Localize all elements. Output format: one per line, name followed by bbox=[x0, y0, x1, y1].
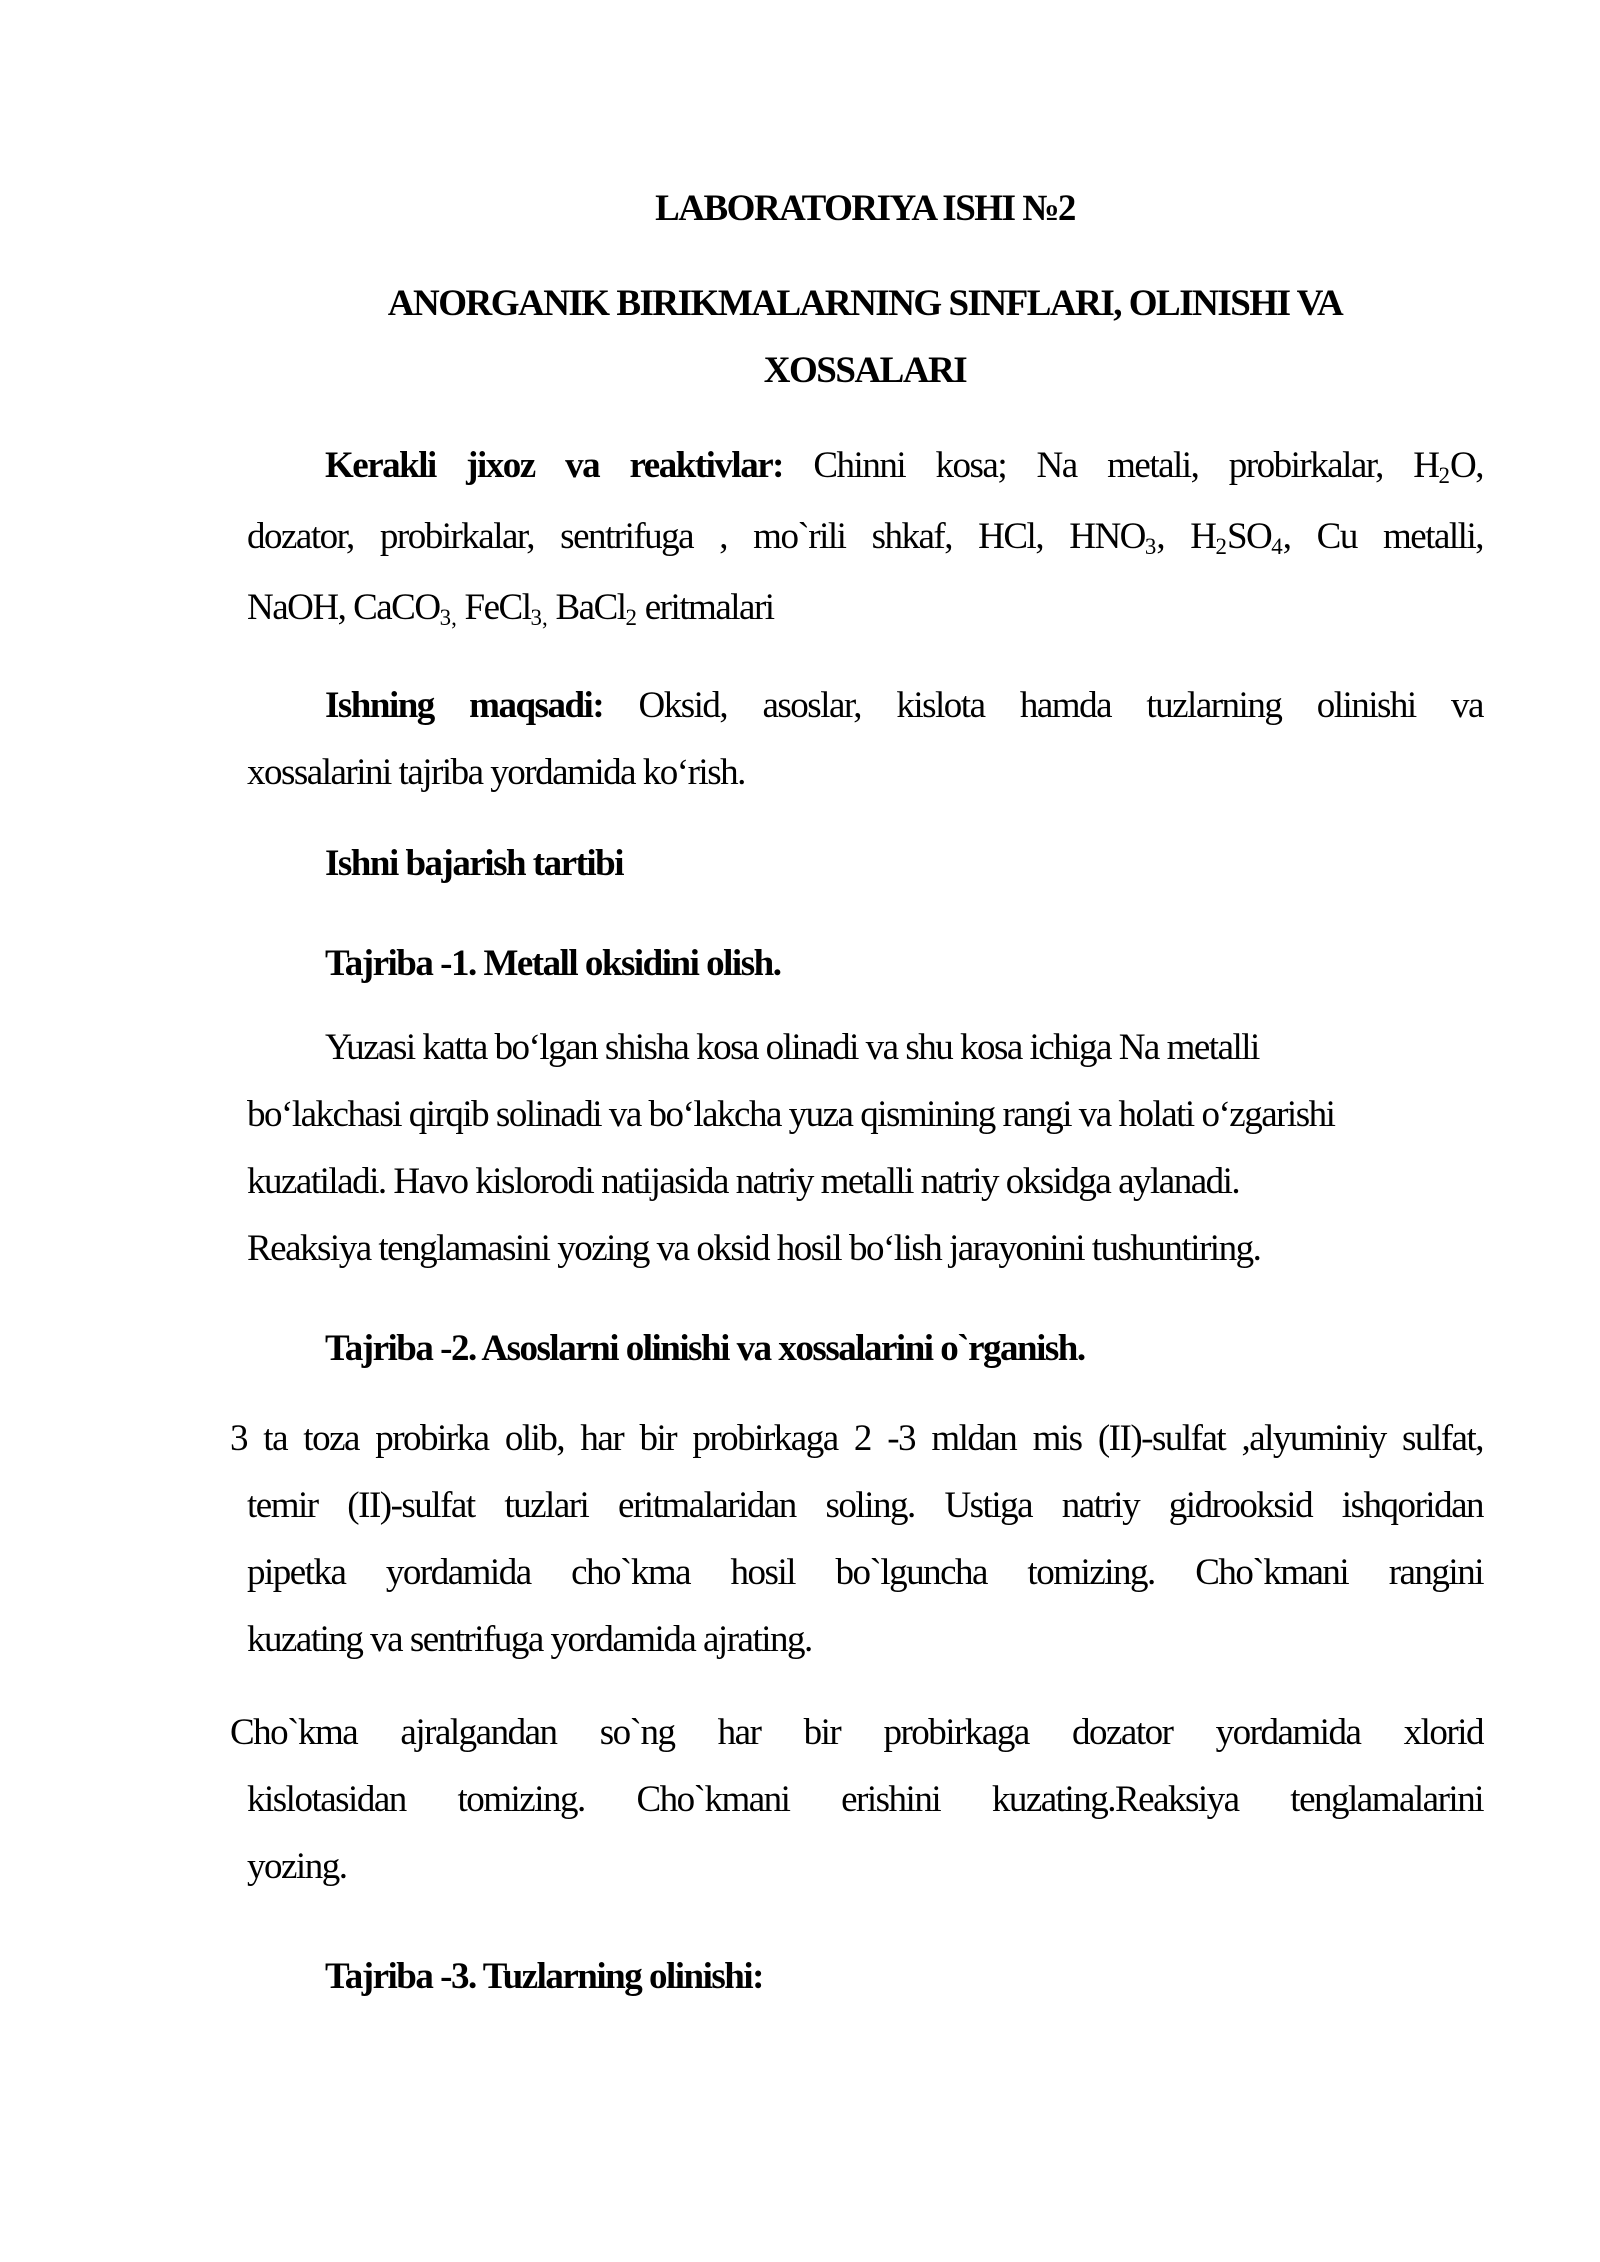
text-line bbox=[247, 1606, 1483, 1673]
text-span: dozator, probirkalar, sentrifuga , mo`rili shkaf, HCl, HNO bbox=[247, 516, 1145, 557]
text-span: eritmalari bbox=[637, 587, 774, 628]
block-exp2-text-1 bbox=[230, 1405, 1483, 1673]
subscript-text: 2 bbox=[625, 604, 637, 630]
bold-text: Ishning maqsadi: bbox=[325, 685, 604, 726]
text-span: temir (II)-sulfat tuzlari eritmalaridan soling. Ustiga natriy gidrooksid ishqoridan bbox=[247, 1485, 1483, 1526]
text-span: FeCl bbox=[456, 587, 531, 628]
block-title bbox=[247, 175, 1483, 242]
text-line bbox=[247, 175, 1483, 242]
bold-text: Ishni bajarish tartibi bbox=[325, 843, 624, 884]
text-line bbox=[247, 1766, 1483, 1833]
bold-text: ANORGANIK BIRIKMALARNING SINFLARI, OLINISHI VA bbox=[387, 283, 1343, 324]
bold-text: Tajriba -2. Asoslarni olinishi va xossalarini o`rganish. bbox=[325, 1328, 1085, 1369]
subscript-text: 2 bbox=[1438, 462, 1451, 488]
text-span: , H bbox=[1156, 516, 1216, 557]
text-span: 3 ta toza probirka olib, har bir probirkaga 2 -3 mldan mis (II)-sulfat ,alyuminiy sulfat, bbox=[230, 1418, 1483, 1459]
text-line bbox=[247, 1215, 1483, 1282]
text-line bbox=[247, 574, 1483, 645]
text-line bbox=[247, 672, 1483, 739]
text-line bbox=[247, 1014, 1483, 1081]
text-line bbox=[230, 1405, 1483, 1472]
bold-text: Tajriba -1. Metall oksidini olish. bbox=[325, 943, 781, 984]
text-line bbox=[247, 739, 1483, 806]
text-span: kuzatiladi. Havo kislorodi natijasida natriy metalli natriy oksidga aylanadi. bbox=[247, 1161, 1240, 1202]
subscript-text: 3, bbox=[530, 604, 548, 630]
text-span: BaCl bbox=[547, 587, 626, 628]
bold-text: Kerakli jixoz va reaktivlar: bbox=[325, 445, 783, 486]
bold-text: LABORATORIYA ISHI №2 bbox=[655, 188, 1075, 229]
text-span: Oksid, asoslar, kislota hamda tuzlarning olinishi va bbox=[603, 685, 1483, 726]
block-exp1-heading bbox=[247, 930, 1483, 997]
text-line bbox=[247, 930, 1483, 997]
text-span: O, bbox=[1450, 445, 1483, 486]
text-line bbox=[247, 1148, 1483, 1215]
text-line bbox=[247, 1833, 1483, 1900]
text-line bbox=[247, 830, 1483, 897]
text-span: yozing. bbox=[247, 1846, 347, 1887]
text-line bbox=[230, 1699, 1483, 1766]
block-exp3-heading bbox=[247, 1943, 1483, 2010]
text-line bbox=[247, 1081, 1483, 1148]
text-line bbox=[247, 503, 1483, 574]
block-procedure-heading bbox=[247, 830, 1483, 897]
block-equipment bbox=[247, 432, 1483, 645]
subscript-text: 3, bbox=[439, 604, 457, 630]
text-span: boʻlakchasi qirqib solinadi va boʻlakcha yuza qismining rangi va holati oʻzgarishi bbox=[247, 1094, 1335, 1135]
bold-text: Tajriba -3. Tuzlarning olinishi: bbox=[325, 1956, 763, 1997]
text-span: NaOH, CaCO bbox=[247, 587, 440, 628]
text-span: SO bbox=[1226, 516, 1272, 557]
text-span: Chinni kosa; Na metali, probirkalar, H bbox=[782, 445, 1439, 486]
block-subtitle bbox=[247, 270, 1483, 404]
text-span: Cho`kma ajralgandan so`ng har bir probirkaga dozator yordamida xlorid bbox=[230, 1712, 1483, 1753]
block-exp2-heading bbox=[247, 1315, 1483, 1382]
text-span: xossalarini tajriba yordamida koʻrish. bbox=[247, 752, 745, 793]
text-span: kislotasidan tomizing. Cho`kmani erishini kuzating.Reaksiya tenglamalarini bbox=[247, 1779, 1483, 1820]
text-span: Reaksiya tenglamasini yozing va oksid hosil boʻlish jarayonini tushuntiring. bbox=[247, 1228, 1261, 1269]
text-line bbox=[247, 1943, 1483, 2010]
block-purpose bbox=[247, 672, 1483, 806]
subscript-text: 4 bbox=[1271, 533, 1283, 559]
block-exp2-text-2 bbox=[230, 1699, 1483, 1900]
text-line bbox=[247, 432, 1483, 503]
subscript-text: 3 bbox=[1144, 533, 1157, 559]
subscript-text: 2 bbox=[1215, 533, 1227, 559]
text-span: , Cu metalli, bbox=[1282, 516, 1483, 557]
block-exp1-text bbox=[247, 1014, 1483, 1282]
text-span: pipetka yordamida cho`kma hosil bo`lguncha tomizing. Cho`kmani rangini bbox=[247, 1552, 1483, 1593]
text-span: kuzating va sentrifuga yordamida ajrating. bbox=[247, 1619, 812, 1660]
text-line bbox=[247, 1315, 1483, 1382]
text-line bbox=[247, 1539, 1483, 1606]
text-line bbox=[247, 337, 1483, 404]
text-span: Yuzasi katta boʻlgan shisha kosa olinadi va shu kosa ichiga Na metalli bbox=[325, 1027, 1259, 1068]
text-line bbox=[247, 1472, 1483, 1539]
text-line bbox=[247, 270, 1483, 337]
bold-text: XOSSALARI bbox=[763, 350, 967, 391]
